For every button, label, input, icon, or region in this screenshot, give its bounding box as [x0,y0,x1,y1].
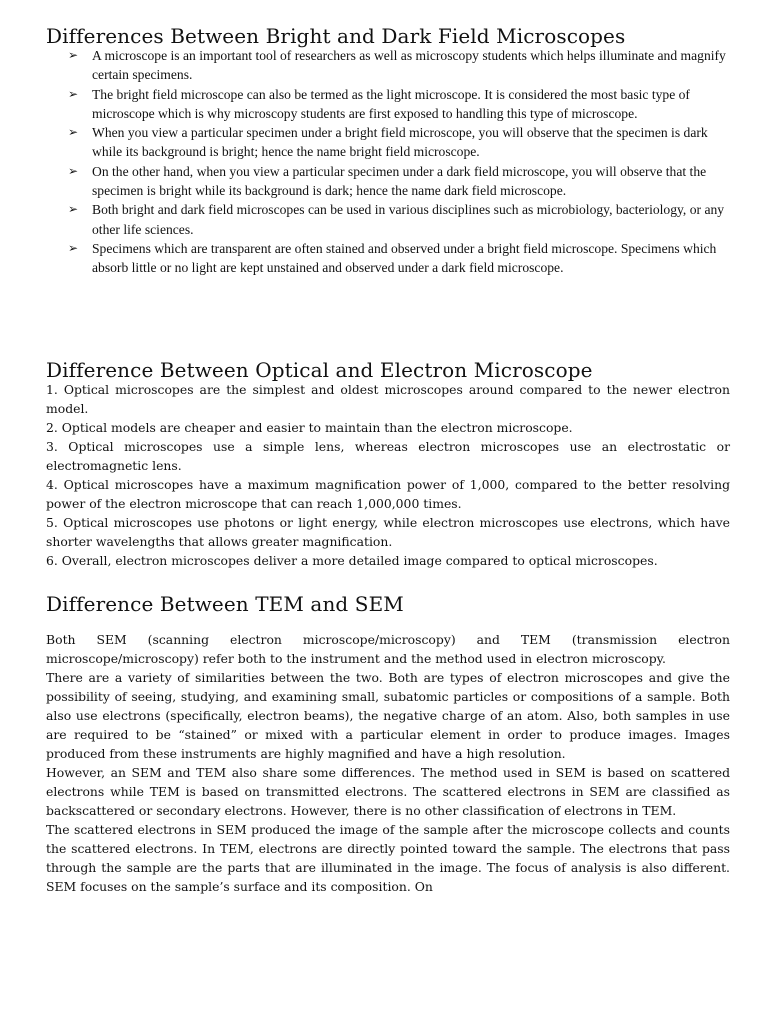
bright-dark-bullet-list [46,46,734,278]
numbered-item: 2. Optical models are cheaper and easier to maintain than the electron microscope. [46,420,573,435]
list-item [46,85,734,124]
arrow-bullet-icon: ➢ [68,163,79,178]
list-item-text: When you view a particular specimen under a bright field microscope, you will observe that the specimen is dark while its background is bright; hence the name bright field microscope. [92,125,708,160]
section-title-tem-sem: Difference Between TEM and SEM [46,592,404,616]
list-item-text: The bright field microscope can also be termed as the light microscope. It is considered the most basic type of microscope which is why microscopy students are first exposed to handling this type of microscope. [92,86,690,121]
arrow-bullet-icon: ➢ [68,86,79,101]
list-item [46,46,734,85]
paragraph: However, an SEM and TEM also share some differences. The method used in SEM is based on scattered electrons while TEM is based on transmitted electrons. The scattered electrons in SEM are classified as backscattered or secondary electrons. However, there is no other classification of electrons in TEM. [46,765,730,818]
paragraph: There are a variety of similarities between the two. Both are types of electron microscopes and give the possibility of seeing, studying, and examining small, subatomic particles or compositions of a sample. Both also use electrons (specifically, electron beams), the negative charge of an atom. Also, both samples in use are required to be “stained” or mixed with a particular element in order to produce images. Images produced from these instruments are highly magnified and have a high resolution. [46,670,730,761]
numbered-item: 3. Optical microscopes use a simple lens, whereas electron microscopes use an electrostatic or electromagnetic lens. [46,439,730,473]
numbered-item: 4. Optical microscopes have a maximum magnification power of 1,000, compared to the better resolving power of the electron microscope that can reach 1,000,000 times. [46,477,730,511]
paragraph: Both SEM (scanning electron microscope/microscopy) and TEM (transmission electron microscope/microscopy) refer both to the instrument and the method used in electron microscopy. [46,632,730,666]
arrow-bullet-icon: ➢ [68,240,79,255]
list-item-text: A microscope is an important tool of researchers as well as microscopy students which helps illuminate and magnify certain specimens. [92,48,726,83]
list-item [46,239,734,278]
list-item [46,123,734,162]
arrow-bullet-icon: ➢ [68,125,79,140]
list-item-text: Specimens which are transparent are often stained and observed under a bright field microscope. Specimens which absorb little or no light are kept unstained and observed under a dark field microscope. [92,240,717,276]
tem-sem-body [46,630,730,896]
numbered-item: 6. Overall, electron microscopes deliver a more detailed image compared to optical microscopes. [46,553,658,568]
arrow-bullet-icon: ➢ [68,202,79,217]
optical-electron-numbered-list [46,380,730,570]
paragraph: The scattered electrons in SEM produced the image of the sample after the microscope collects and counts the scattered electrons. In TEM, electrons are directly pointed toward the sample. The electrons that pass through the sample are the parts that are illuminated in the image. The focus of analysis is also different. SEM focuses on the sample’s surface and its composition. On [46,822,730,894]
numbered-item: 5. Optical microscopes use photons or light energy, while electron microscopes use electrons, which have shorter wavelengths that allows greater magnification. [46,515,730,549]
list-item [46,162,734,201]
numbered-item: 1. Optical microscopes are the simplest and oldest microscopes around compared to the newer electron model. [46,382,730,416]
list-item-text: Both bright and dark field microscopes can be used in various disciplines such as microbiology, bacteriology, or any other life sciences. [92,202,725,237]
list-item-text: On the other hand, when you view a particular specimen under a dark field microscope, you will observe that the specimen is bright while its background is dark; hence the name dark field microscope. [92,163,707,199]
section-title-bright-dark: Differences Between Bright and Dark Field Microscopes [46,24,626,48]
list-item [46,200,734,239]
section-title-optical-electron: Difference Between Optical and Electron Microscope [46,358,593,382]
arrow-bullet-icon: ➢ [68,48,79,62]
